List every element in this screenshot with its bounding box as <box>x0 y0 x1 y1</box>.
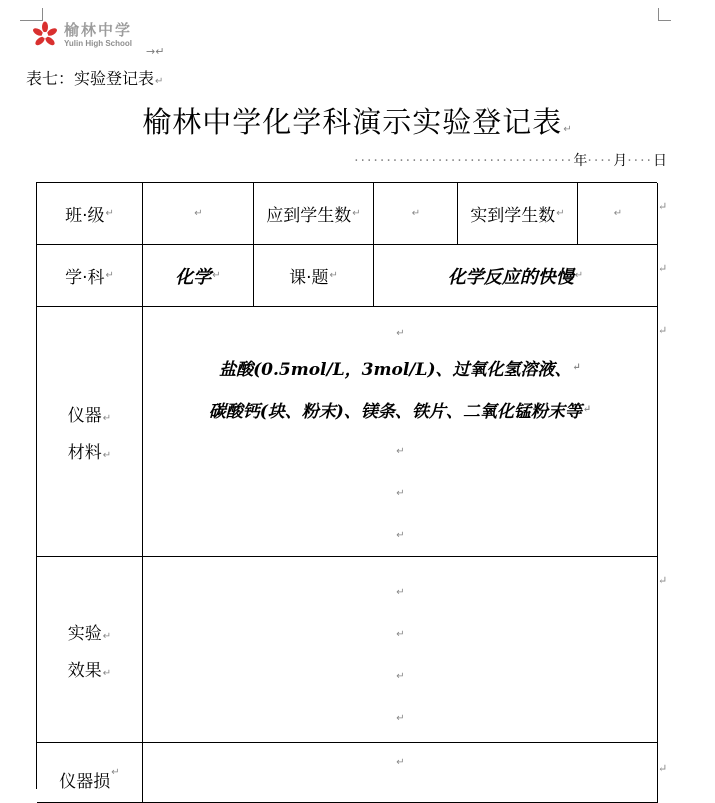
class-label: 班·级 <box>65 206 105 226</box>
date-leader-dots: ···· <box>587 153 614 169</box>
crop-mark-top-right <box>658 8 671 21</box>
paragraph-mark: ↵ <box>396 487 405 499</box>
paragraph-mark: ↵ <box>111 767 120 778</box>
materials-label-line2: 材料 <box>67 442 102 463</box>
actual-students-value-cell[interactable] <box>578 183 658 245</box>
paragraph-mark: ↵ <box>396 757 405 768</box>
paragraph-mark: ↵ <box>396 328 405 340</box>
row-end-mark: ↵ <box>658 324 668 337</box>
topic-label: 课·题 <box>289 268 329 288</box>
paragraph-mark: ↵ <box>396 586 405 598</box>
paragraph-mark: ↵ <box>572 362 581 374</box>
materials-label-cell <box>37 307 143 557</box>
subject-value: 化学 <box>175 266 212 288</box>
actual-students-label-cell <box>458 183 578 245</box>
subject-value-cell[interactable] <box>143 245 254 307</box>
expected-students-label: 应到学生数 <box>266 206 352 226</box>
effect-value-cell[interactable] <box>143 557 658 743</box>
school-logo <box>30 20 132 50</box>
topic-value-cell[interactable] <box>374 245 658 307</box>
date-month-label: 月 <box>613 153 628 169</box>
table-label <box>26 66 163 89</box>
expected-students-value-cell[interactable] <box>374 183 458 245</box>
paragraph-mark: ↵ <box>396 712 405 724</box>
effect-label-cell <box>37 557 143 743</box>
logo-english-name: Yulin High School <box>64 38 132 48</box>
topic-label-cell <box>254 245 374 307</box>
flower-logo-icon <box>30 20 60 50</box>
paragraph-mark: ↵ <box>212 270 221 281</box>
materials-value-cell[interactable] <box>143 307 658 557</box>
paragraph-mark: ↵ <box>396 628 405 640</box>
paragraph-mark: ↵ <box>396 529 405 541</box>
paragraph-mark: ↵ <box>102 630 112 642</box>
row-end-mark: ↵ <box>658 200 668 213</box>
materials-line2: 碳酸钙(块、粉末)、镁条、铁片、二氧化锰粉末等 <box>208 402 582 423</box>
paragraph-mark: →↵ <box>146 45 165 58</box>
row-end-mark: ↵ <box>658 574 668 587</box>
subject-label: 学·科 <box>65 268 105 288</box>
logo-chinese-name: 榆林中学 <box>64 20 133 39</box>
materials-label-line1: 仪器 <box>67 405 102 426</box>
damage-value-cell[interactable] <box>143 743 658 803</box>
paragraph-mark: ↵ <box>105 270 114 281</box>
effect-label-line2: 效果 <box>67 660 102 681</box>
date-line <box>354 150 667 170</box>
row-end-mark: ↵ <box>658 262 668 275</box>
date-leader-dots: ···· <box>627 153 653 169</box>
paragraph-mark: ↵ <box>102 449 112 461</box>
class-label-cell <box>37 183 143 245</box>
paragraph-mark: ↵ <box>194 208 203 219</box>
paragraph-mark: ↵ <box>574 270 584 281</box>
paragraph-mark: ↵ <box>396 670 405 682</box>
paragraph-mark: ↵ <box>155 76 164 87</box>
paragraph-mark: ↵ <box>613 208 623 219</box>
class-value-cell[interactable] <box>143 183 254 245</box>
expected-students-label-cell <box>254 183 374 245</box>
materials-line1: 盐酸(0.5mol/L，3mol/L)、过氧化氢溶液、 <box>219 360 572 381</box>
topic-value: 化学反应的快慢 <box>447 266 574 288</box>
subject-label-cell <box>37 245 143 307</box>
row-end-mark: ↵ <box>658 762 668 775</box>
effect-label-line1: 实验 <box>67 623 102 644</box>
paragraph-mark: ↵ <box>352 208 361 219</box>
paragraph-mark: ↵ <box>396 445 405 457</box>
table-label-text: 表七：实验登记表 <box>26 69 155 88</box>
paragraph-mark: ↵ <box>329 270 338 281</box>
paragraph-mark: ↵ <box>411 208 421 219</box>
damage-label-cell <box>37 743 143 803</box>
actual-students-label: 实到学生数 <box>470 206 556 226</box>
registration-table <box>36 182 657 792</box>
damage-label-line1: 仪器损 <box>59 772 111 792</box>
paragraph-mark: ↵ <box>582 404 592 416</box>
date-day-label: 日 <box>653 153 667 169</box>
page-title <box>0 100 715 141</box>
date-year-label: 年 <box>573 153 588 169</box>
paragraph-mark: ↵ <box>105 208 114 219</box>
paragraph-mark: ↵ <box>563 124 573 135</box>
date-leader-dots: ·································· <box>354 153 574 169</box>
page-title-text: 榆林中学化学科演示实验登记表 <box>142 105 563 139</box>
paragraph-mark: ↵ <box>556 208 565 219</box>
paragraph-mark: ↵ <box>102 667 112 679</box>
paragraph-mark: ↵ <box>102 412 112 424</box>
